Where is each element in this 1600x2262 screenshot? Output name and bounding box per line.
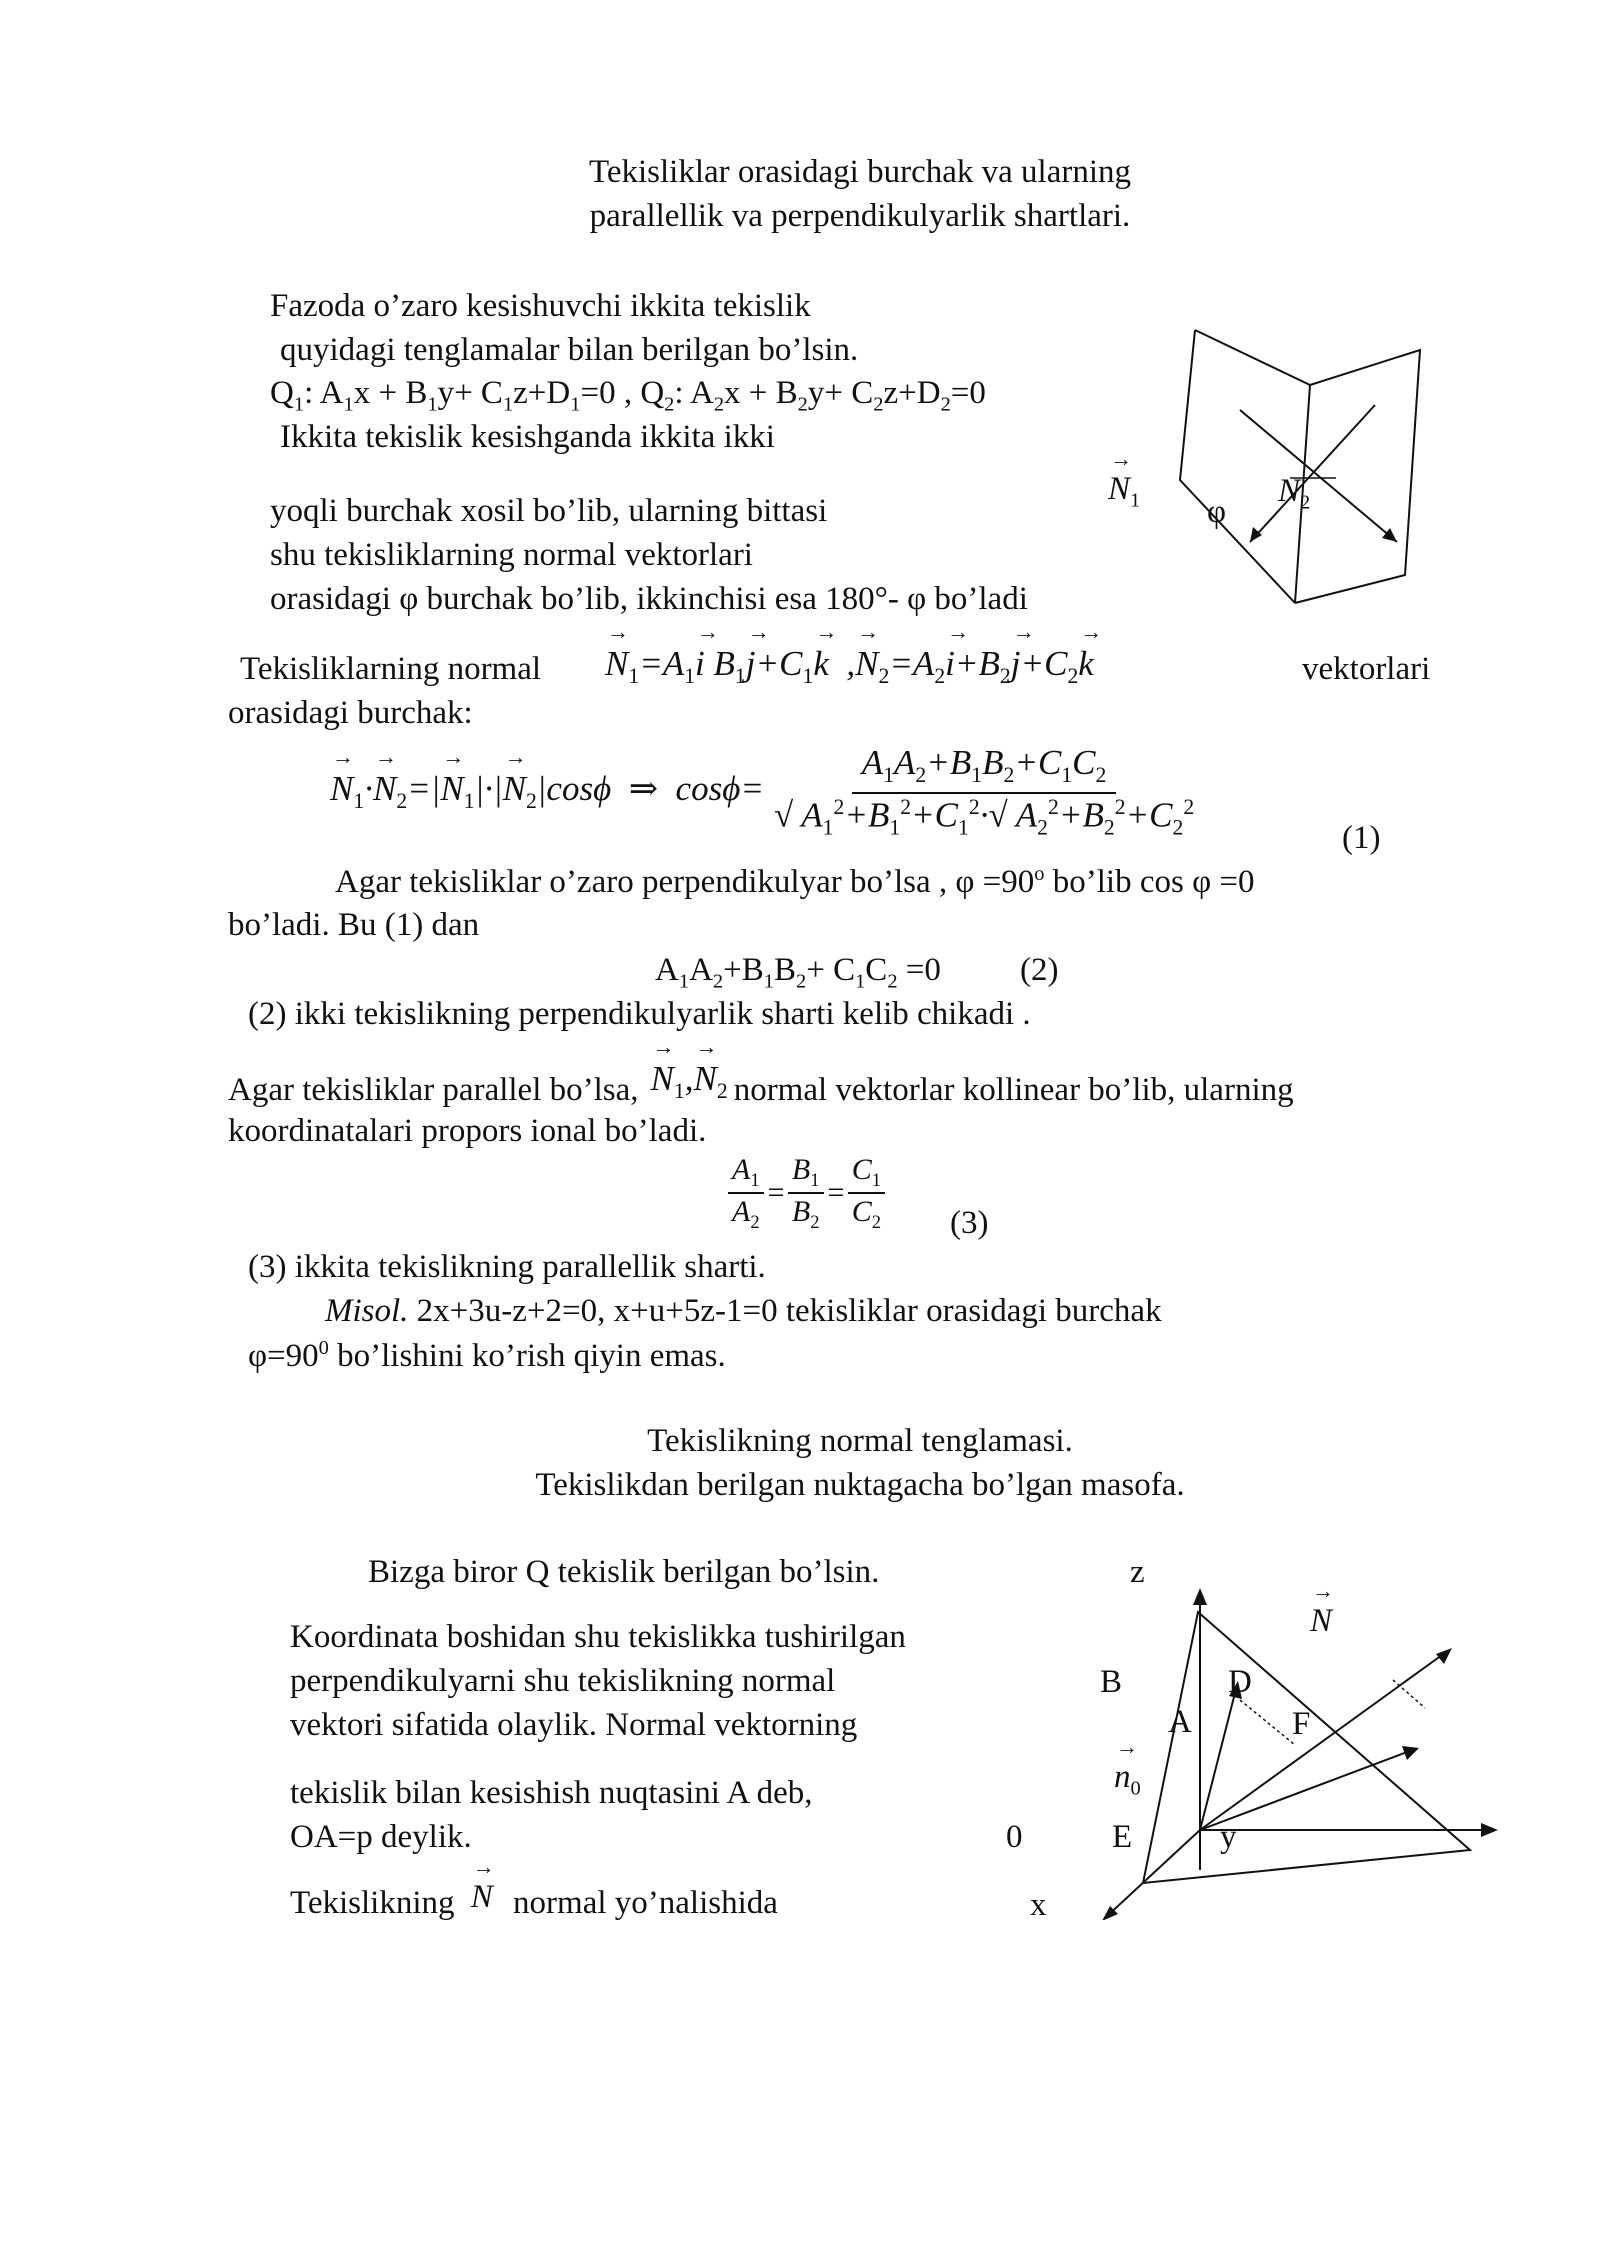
n2-subscript: 2 <box>1300 491 1311 514</box>
section2-title-line1: Tekislikning normal tenglamasi. <box>647 1423 1073 1459</box>
paragraph-text: normal vektorlar kollinear bo’lib, ularning <box>733 1072 1294 1108</box>
normal-vectors-line <box>240 650 541 690</box>
parallelism-formula: $\frac{A_1}{A_2}$ = $\frac{B_1}{B_2}$ = $\frac{C_1}{C_2}$ <box>728 1152 885 1235</box>
n2-label <box>1278 472 1310 515</box>
example-label: Misol. <box>325 1293 409 1329</box>
paragraph-text: Agar tekisliklar o’zaro perpendikulyar bo’lsa , φ =90 <box>335 864 1035 900</box>
point-b-label: B <box>1100 1664 1123 1700</box>
degree-sup: o <box>1034 863 1045 885</box>
n2-vector-symbol: N <box>1278 473 1301 509</box>
paragraph-line: bo’ladi. Bu (1) dan <box>228 907 480 943</box>
normal-vector-symbol: → N <box>1310 1602 1332 1642</box>
unit-normal-label <box>1114 1758 1141 1801</box>
normal-vector-label <box>1310 1602 1332 1642</box>
paragraph-line: yoqli burchak xosil bo’lib, ularning bittasi <box>270 493 828 529</box>
paragraph-line: tekislik bilan kesishish nuqtasini A deb, <box>290 1775 813 1811</box>
paragraph-line: quyidagi tenglamalar bilan berilgan bo’lsin. <box>280 332 859 368</box>
equation-label: (2) <box>1020 952 1059 988</box>
n1-label <box>1108 470 1140 513</box>
planes-figure <box>1100 320 1520 620</box>
paragraph-text: Tekislikning <box>290 1885 455 1921</box>
normal-vectors-symbols: → $N_1,\to N_2$ <box>651 1058 728 1104</box>
example-text: bo’lishini ko’rish qiyin emas. <box>328 1338 726 1374</box>
example-line <box>325 1292 1162 1332</box>
paragraph-line: OA=p deylik. <box>290 1819 472 1855</box>
paragraph-line: orasidagi φ burchak bo’lib, ikkinchisi esa 180°- φ bo’ladi <box>270 581 1028 617</box>
normal-vector-symbol: → N <box>471 1878 493 1918</box>
perpendicularity-formula: $A_1A_2+B_1B_2+ C_1C_2 =0$ <box>655 952 941 993</box>
point-d-label: D <box>1228 1664 1252 1700</box>
section1-title-line1: Tekisliklar orasidagi burchak va ularning <box>588 154 1132 190</box>
y-axis-label: y <box>1220 1819 1237 1855</box>
paragraph-line: orasidagi burchak: <box>228 695 473 731</box>
example-text: 2x+3u-z+2=0, x+u+5z-1=0 tekisliklar orasidagi burchak <box>408 1293 1162 1329</box>
phi-label: φ <box>1207 494 1227 530</box>
normal-plane-figure <box>1080 1550 1500 1920</box>
paragraph-line: (3) ikkita tekislikning parallellik sharti. <box>248 1249 766 1285</box>
paragraph-text: bo’lib cos φ =0 <box>1044 864 1255 900</box>
degree-sup: 0 <box>318 1337 329 1359</box>
point-f-label: F <box>1292 1706 1311 1742</box>
point-a-label: A <box>1168 1704 1192 1740</box>
n1-subscript: 1 <box>1130 489 1141 512</box>
n1-vector-symbol: → N <box>1108 470 1130 510</box>
paragraph-text: normal yo’nalishida <box>513 1885 778 1921</box>
paragraph-line <box>335 862 1254 903</box>
paragraph-text: Tekisliklarning normal <box>240 651 542 687</box>
paragraph-text: vektorlari <box>1302 651 1431 687</box>
x-axis-label: x <box>1030 1887 1047 1923</box>
point-e-label: E <box>1112 1819 1133 1855</box>
paragraph-line: Ikkita tekislik kesishganda ikkita ikki <box>280 419 775 455</box>
paragraph-line: koordinatalari propors ional bo’ladi. <box>228 1113 707 1149</box>
plane-equations: $Q_1$: $A_1x + B_1y+ C_1z+D_1=0$ , $Q_2$: $A_2x + B_2y+ C_2z+D_2=0$ <box>270 375 986 416</box>
paragraph-line <box>290 1879 778 1924</box>
z-axis-label: z <box>1130 1554 1145 1590</box>
normal-vectors-formula: → $N_1=A_1\to i$ $B_1\to j+C_1\to k$ ,→ $N_2=A_2\to i+B_2\to j+C_2\to k$ <box>605 643 1094 689</box>
paragraph-line: Fazoda o’zaro kesishuvchi ikkita tekislik <box>270 288 811 324</box>
equation-label: (1) <box>1342 820 1381 856</box>
section2-title-line2: Tekislikdan berilgan nuktagacha bo’lgan masofa. <box>535 1467 1185 1503</box>
unit-normal-subscript: 0 <box>1130 1777 1141 1800</box>
unit-normal-symbol: → n <box>1114 1758 1131 1798</box>
paragraph-line <box>228 1059 1294 1114</box>
origin-label: 0 <box>1006 1819 1023 1855</box>
example-text: φ=90 <box>248 1338 319 1374</box>
paragraph-line: shu tekisliklarning normal vektorlari <box>270 537 753 573</box>
paragraph-line: vektori sifatida olaylik. Normal vektorning <box>290 1707 858 1743</box>
section1-title-line2: parallellik va perpendikulyarlik shartlari. <box>589 198 1131 234</box>
paragraph-line: Koordinata boshidan shu tekislikka tushirilgan <box>290 1619 906 1655</box>
paragraph-line: (2) ikki tekislikning perpendikulyarlik sharti kelib chikadi . <box>248 996 1031 1032</box>
angle-formula: → $N_1\cdot\to N_2=|\to N_1|\cdot|\to N_2|\cos\phi$ ⇒ cosϕ= $\frac{A_1A_2+B_1B_2+C_1C_2}{√ A_1^2+B_1^2+C_1^2\cdot√ A_2^2+B_2^2+C_2^2}$ <box>330 742 1198 841</box>
paragraph-line: perpendikulyarni shu tekislikning normal <box>290 1663 836 1699</box>
equation-label: (3) <box>950 1205 989 1241</box>
paragraph-text: Agar tekisliklar parallel bo’lsa, <box>228 1072 639 1108</box>
example-line-2 <box>248 1336 726 1377</box>
paragraph-line: Bizga biror Q tekislik berilgan bo’lsin. <box>368 1554 880 1590</box>
